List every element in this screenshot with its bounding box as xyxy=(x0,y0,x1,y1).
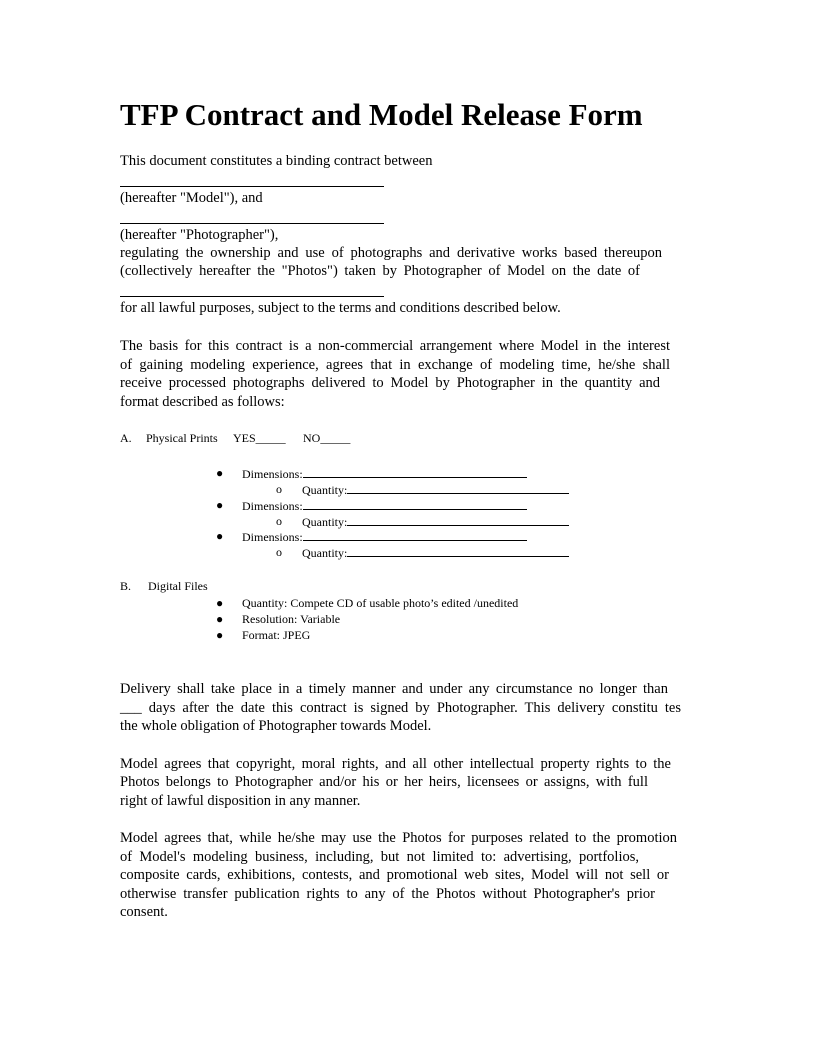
bullet-icon: ● xyxy=(216,498,224,512)
copyright-line-1: Model agrees that copyright, moral rights, and all other intellectual property rights to the xyxy=(120,756,671,772)
bullet-icon: ● xyxy=(216,596,224,610)
dimensions-field-3 xyxy=(242,528,527,545)
dimensions-field-2 xyxy=(242,497,527,514)
quantity-blank[interactable] xyxy=(347,544,569,557)
delivery-line-2: ___ days after the date this contract is signed by Photographer. This delivery constitu tes xyxy=(120,700,681,716)
usage-line-5: consent. xyxy=(120,904,168,920)
usage-line-1: Model agrees that, while he/she may use the Photos for purposes related to the promotion xyxy=(120,830,677,846)
basis-line-3: receive processed photographs delivered to Model by Photographer in the quantity and xyxy=(120,375,660,391)
model-name-blank[interactable] xyxy=(120,186,384,187)
quantity-label: Quantity: xyxy=(302,546,348,560)
quantity-label: Quantity: xyxy=(302,483,348,497)
quantity-field-1 xyxy=(302,481,569,498)
section-a-label: A. xyxy=(120,431,132,445)
dimensions-field-1 xyxy=(242,465,527,482)
bullet-icon: ● xyxy=(216,628,224,642)
bullet-icon: ● xyxy=(216,612,224,626)
circle-bullet-icon: o xyxy=(276,545,282,559)
dimensions-blank[interactable] xyxy=(303,465,527,478)
digital-item-format: Format: JPEG xyxy=(242,628,311,642)
section-b-label: B. xyxy=(120,579,132,593)
section-b-title: Digital Files xyxy=(148,579,208,593)
date-blank[interactable] xyxy=(120,296,384,297)
digital-item-resolution: Resolution: Variable xyxy=(242,612,341,626)
dimensions-label: Dimensions: xyxy=(242,499,303,513)
delivery-line-1: Delivery shall take place in a timely manner and under any circumstance no longer than xyxy=(120,681,668,697)
copyright-line-2: Photos belongs to Photographer and/or his or her heirs, licensees or assigns, with full xyxy=(120,774,648,790)
basis-line-2: of gaining modeling experience, agrees that in exchange of modeling time, he/she shall xyxy=(120,357,670,373)
section-a-title: Physical Prints xyxy=(146,431,218,445)
usage-line-3: composite cards, exhibitions, contests, and promotional web sites, Model will not sell or xyxy=(120,867,669,883)
quantity-blank[interactable] xyxy=(347,481,569,494)
intro-line-5: (collectively hereafter the "Photos") taken by Photographer of Model on the date of xyxy=(120,263,640,279)
usage-line-4: otherwise transfer publication rights to any of the Photos without Photographer's prior xyxy=(120,886,655,902)
dimensions-blank[interactable] xyxy=(303,497,527,510)
intro-line-2: (hereafter "Model"), and xyxy=(120,190,263,206)
basis-line-1: The basis for this contract is a non-commercial arrangement where Model in the interest xyxy=(120,338,670,354)
intro-line-1: This document constitutes a binding contract between xyxy=(120,153,433,169)
document-title: TFP Contract and Model Release Form xyxy=(120,97,643,132)
prints-no-option[interactable]: NO_____ xyxy=(303,431,351,445)
quantity-blank[interactable] xyxy=(347,513,569,526)
dimensions-label: Dimensions: xyxy=(242,530,303,544)
dimensions-blank[interactable] xyxy=(303,528,527,541)
photographer-name-blank[interactable] xyxy=(120,223,384,224)
quantity-field-3 xyxy=(302,544,569,561)
delivery-line-3: the whole obligation of Photographer towards Model. xyxy=(120,718,432,734)
digital-item-quantity: Quantity: Compete CD of usable photo’s edited /unedited xyxy=(242,596,519,610)
bullet-icon: ● xyxy=(216,529,224,543)
bullet-icon: ● xyxy=(216,466,224,480)
basis-line-4: format described as follows: xyxy=(120,394,285,410)
usage-line-2: of Model's modeling business, including, but not limited to: advertising, portfolios, xyxy=(120,849,639,865)
intro-line-6: for all lawful purposes, subject to the terms and conditions described below. xyxy=(120,300,561,316)
prints-yes-option[interactable]: YES_____ xyxy=(233,431,286,445)
circle-bullet-icon: o xyxy=(276,514,282,528)
circle-bullet-icon: o xyxy=(276,482,282,496)
intro-line-4: regulating the ownership and use of photographs and derivative works based thereupon xyxy=(120,245,662,261)
intro-line-3: (hereafter "Photographer"), xyxy=(120,227,279,243)
dimensions-label: Dimensions: xyxy=(242,467,303,481)
copyright-line-3: right of lawful disposition in any manner. xyxy=(120,793,361,809)
quantity-label: Quantity: xyxy=(302,515,348,529)
